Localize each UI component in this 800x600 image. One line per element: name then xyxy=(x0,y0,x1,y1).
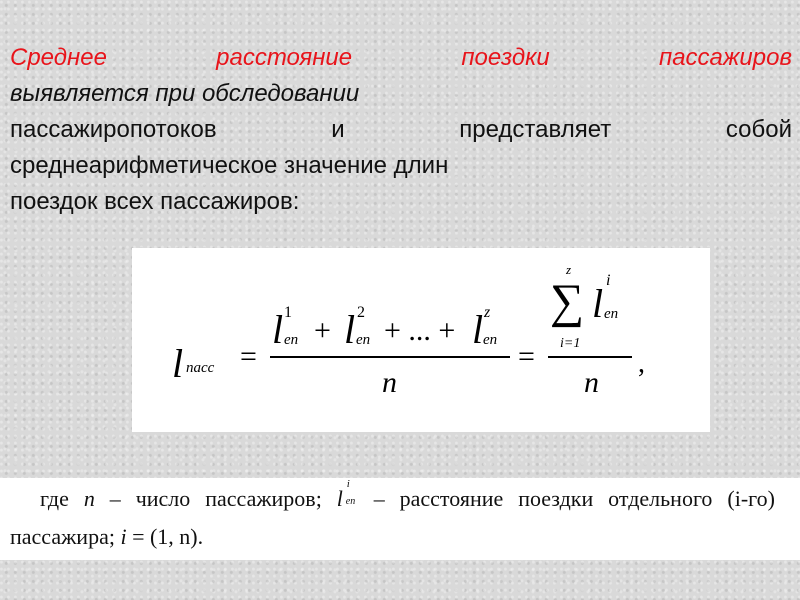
formula-legend xyxy=(0,478,800,560)
legend-word: где xyxy=(40,486,69,511)
numerator-term-1: l xyxy=(272,307,284,352)
text-line-4: среднеарифметическое значение длин xyxy=(10,152,449,179)
term-1-superscript: 1 xyxy=(284,304,292,321)
sum-lower-limit: i=1 xyxy=(560,336,581,351)
text-line-5: поездок всех пассажиров: xyxy=(10,188,300,215)
legend-word: расстояние xyxy=(399,486,504,511)
denominator-2: n xyxy=(584,366,599,399)
sum-term-subscript: en xyxy=(604,306,619,322)
word: поездки xyxy=(461,44,550,71)
description-text xyxy=(10,40,792,220)
text-line-1 xyxy=(10,40,792,76)
legend-dash: – xyxy=(109,486,121,511)
fraction-bar-2 xyxy=(548,356,632,358)
fraction-bar-1 xyxy=(270,356,510,358)
formula-panel xyxy=(132,248,710,432)
average-trip-formula xyxy=(132,248,710,432)
sum-term-superscript: i xyxy=(606,272,611,289)
term-z-subscript: en xyxy=(483,332,498,348)
word: собой xyxy=(725,116,792,143)
sum-upper-limit: z xyxy=(566,262,572,277)
term-2-superscript: 2 xyxy=(357,304,365,321)
numerator-term-2: l xyxy=(344,307,356,352)
word: Среднее xyxy=(10,44,107,71)
word: пассажиропотоков xyxy=(10,116,217,143)
sigma-sign: ∑ xyxy=(550,275,585,328)
lhs-variable: l xyxy=(172,341,184,386)
legend-word: пассажиров; xyxy=(205,486,322,511)
term-2-subscript: en xyxy=(356,332,371,348)
legend-word: (i-го) xyxy=(727,486,775,511)
word: и xyxy=(331,116,345,143)
lhs-subscript: пасс xyxy=(186,360,215,376)
term-1-subscript: en xyxy=(284,332,299,348)
term-z-superscript: z xyxy=(484,304,491,321)
plus-sign: + xyxy=(314,314,331,347)
legend-dash: – xyxy=(373,486,385,511)
legend-line-2: пассажира; i = (1, n). xyxy=(10,524,204,549)
legend-word: число xyxy=(135,486,191,511)
ellipsis-sum: + ... + xyxy=(384,314,456,347)
equals-sign-2: = xyxy=(518,340,535,373)
word: пассажиров xyxy=(658,44,792,71)
word: представляет xyxy=(459,116,612,143)
numerator-term-z: l xyxy=(472,307,484,352)
denominator-1: n xyxy=(382,366,397,399)
legend-var-l: l i en xyxy=(336,478,356,511)
word: расстояние xyxy=(216,44,353,71)
legend-line-1 xyxy=(40,478,775,512)
formula-comma: , xyxy=(638,348,645,379)
legend-var-n: n xyxy=(83,486,95,511)
text-line-2: выявляется при обследовании xyxy=(10,80,360,107)
text-line-3 xyxy=(10,112,792,148)
legend-word: отдельного xyxy=(608,486,713,511)
equals-sign: = xyxy=(240,340,257,373)
legend-word: поездки xyxy=(518,486,594,511)
sum-term: l xyxy=(592,281,604,326)
